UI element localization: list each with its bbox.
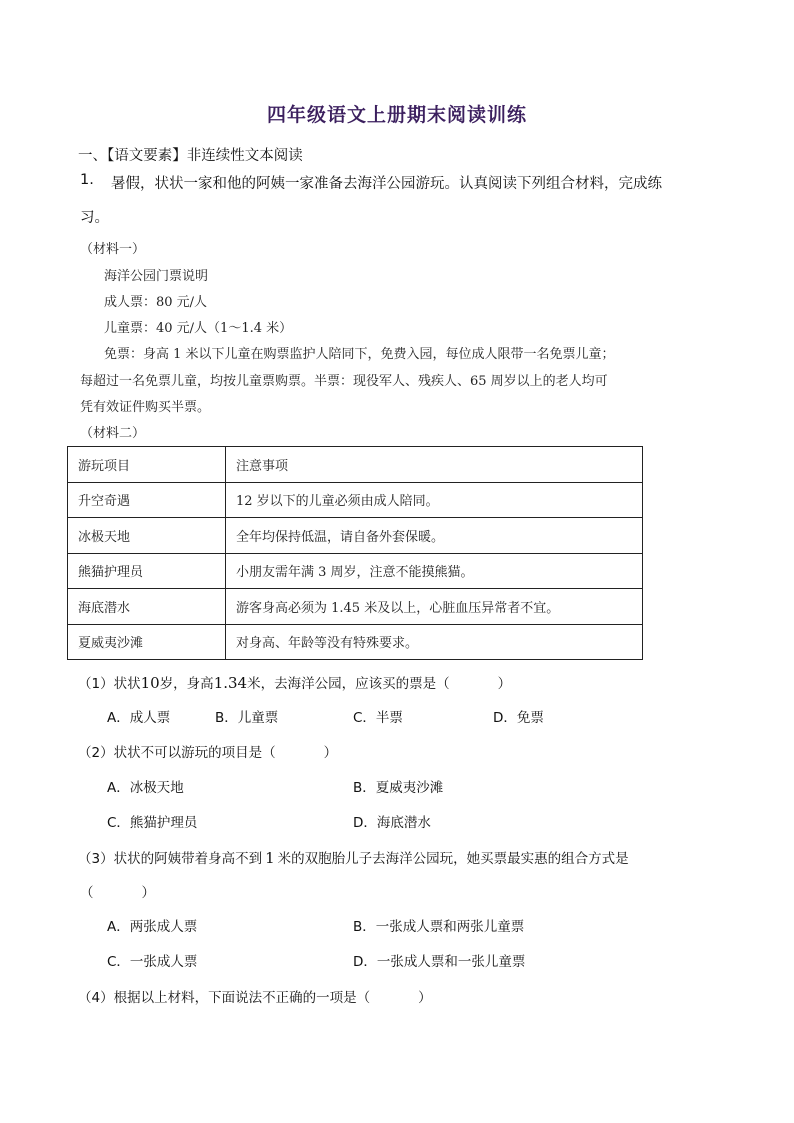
- q1-option-c: C．半票: [353, 710, 403, 726]
- free-ticket-line2: 每超过一名免票儿童，均按儿童票购票。半票：现役军人、残疾人、65 周岁以上的老人均可: [80, 374, 608, 389]
- q4-text: （4）根据以上材料，下面说法不正确的一项是（: [78, 990, 371, 1006]
- question-text-line1: 暑假，状状一家和他的阿姨一家准备去海洋公园游玩。认真阅读下列组合材料，完成练: [111, 176, 662, 192]
- section-heading: 一、【语文要素】非连续性文本阅读: [78, 148, 303, 164]
- table-cell-note: 12 岁以下的儿童必须由成人陪同。: [226, 482, 643, 518]
- q3-prompt-line2: [80, 881, 155, 901]
- table-row: [68, 518, 643, 554]
- q4-prompt: [78, 986, 432, 1006]
- material1-label: （材料一）: [80, 242, 146, 257]
- q1-option-b: B．儿童票: [215, 710, 279, 726]
- q3-text: （3）状状的阿姨带着身高不到: [78, 851, 263, 867]
- table-header-cell: 游玩项目: [68, 447, 226, 483]
- q1-option-a: A．成人票: [107, 710, 171, 726]
- table-cell-attraction: 冰极天地: [68, 518, 226, 554]
- table-cell-attraction: 夏威夷沙滩: [68, 624, 226, 660]
- table-row: [68, 589, 643, 625]
- adult-ticket-line: 成人票：80 元/人: [104, 295, 208, 310]
- q1-text: （1）状状: [78, 676, 141, 692]
- q3-option-a: A．两张成人票: [107, 919, 198, 935]
- question-text-line2: 习。: [80, 210, 109, 226]
- table-cell-note: 小朋友需年满 3 周岁，注意不能摸熊猫。: [226, 553, 643, 589]
- question-number: 1.: [80, 172, 94, 188]
- q3-prompt: [78, 847, 629, 867]
- q2-option-b: B．夏威夷沙滩: [353, 780, 444, 796]
- attraction-notes-table: [67, 446, 643, 660]
- q1-prompt: [78, 672, 511, 692]
- table-cell-note: 游客身高必须为 1.45 米及以上，心脏血压异常者不宜。: [226, 589, 643, 625]
- child-ticket-line: 儿童票：40 元/人（1～1.4 米）: [104, 321, 293, 336]
- q2-option-c: C．熊猫护理员: [107, 815, 198, 831]
- free-ticket-line1: 免票：身高 1 米以下儿童在购票监护人陪同下，免费入园，每位成人限带一名免票儿童；: [104, 347, 615, 362]
- q3-option-c: C．一张成人票: [107, 954, 198, 970]
- q1-age: 10: [140, 674, 160, 692]
- q1-option-d: D．免票: [493, 710, 544, 726]
- material1-heading: 海洋公园门票说明: [104, 269, 209, 284]
- q3-open: （: [80, 885, 94, 901]
- q1-text: 米，去海洋公园，应该买的票是（: [247, 676, 450, 692]
- q4-close: ）: [418, 990, 432, 1006]
- q3-option-d: D．一张成人票和一张儿童票: [353, 954, 526, 970]
- table-header-row: [68, 447, 643, 483]
- q3-text: 米的双胞胎儿子去海洋公园玩，她买票最实惠的组合方式是: [277, 851, 629, 867]
- table-row: [68, 624, 643, 660]
- page-title: 四年级语文上册期末阅读训练: [266, 104, 527, 126]
- q1-text: 岁，身高: [159, 676, 214, 692]
- table-header-cell: 注意事项: [226, 447, 643, 483]
- material2-label: （材料二）: [80, 426, 146, 441]
- table-cell-attraction: 升空奇遇: [68, 482, 226, 518]
- q2-close: ）: [323, 745, 338, 761]
- q3-number: 1: [265, 849, 275, 867]
- q2-prompt: [78, 741, 337, 761]
- table-cell-note: 对身高、年龄等没有特殊要求。: [226, 624, 643, 660]
- q2-text: （2）状状不可以游玩的项目是（: [78, 745, 276, 761]
- q3-option-b: B．一张成人票和两张儿童票: [353, 919, 525, 935]
- table-row: [68, 553, 643, 589]
- q1-height: 1.34: [213, 674, 248, 692]
- q3-close: ）: [141, 885, 155, 901]
- q2-option-a: A．冰极天地: [107, 780, 184, 796]
- q1-close: ）: [497, 676, 512, 692]
- table-cell-note: 全年均保持低温，请自备外套保暖。: [226, 518, 643, 554]
- q2-option-d: D．海底潜水: [353, 815, 431, 831]
- table-cell-attraction: 海底潜水: [68, 589, 226, 625]
- table-cell-attraction: 熊猫护理员: [68, 553, 226, 589]
- free-ticket-line3: 凭有效证件购买半票。: [80, 400, 211, 415]
- table-row: [68, 482, 643, 518]
